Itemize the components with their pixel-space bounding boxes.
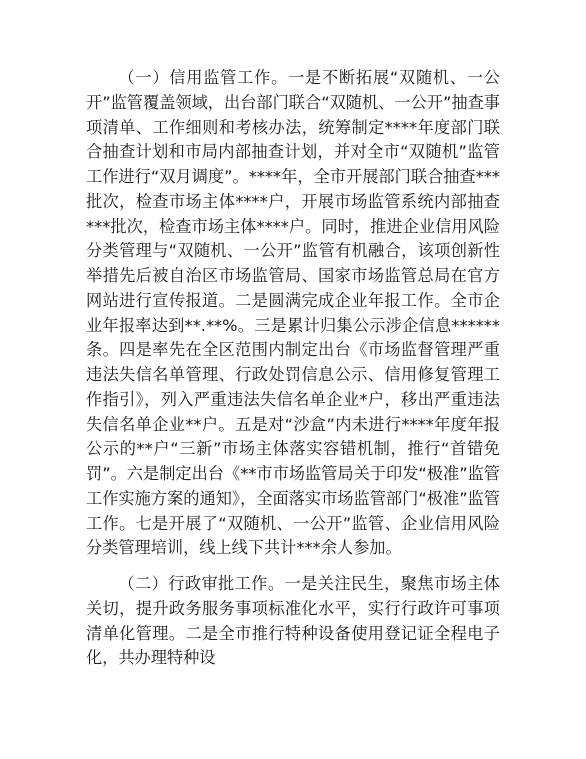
paragraph-administrative-approval: （二）行政审批工作。一是关注民生，聚焦市场主体关切，提升政务服务事项标准化水平，实行行政许可事项清单化管理。二是全市推行特种设备使用登记证全程电子化，共办理特种设 — [86, 574, 500, 668]
paragraph-credit-supervision: （一）信用监管工作。一是不断拓展“双随机、一公开”监管覆盖领域，出台部门联合“双随机、一公开”抽查事项清单、工作细则和考核办法，统筹制定****年度部门联合抽查计划和市局内部抽查计划，并对全市“双随机”监管工作进行“双月调度”。****年，全市开展部门联合抽查***批次，检查市场主体****户，开展市场监管系统内部抽查***批次，检查市场主体****户。同时，推进企业信用风险分类管理与“双随机、一公开”监管有机融合，该项创新性举措先后被自治区市场监管局、国家市场监管总局在官方网站进行宣传报道。二是圆满完成企业年报工作。全市企业年报率达到**.**%。三是累计归集公示涉企信息******条。四是率先在全区范围内制定出台《市场监督管理严重违法失信名单管理、行政处罚信息公示、信用修复管理工作指引》，列入严重违法失信名单企业*户，移出严重违法失信名单企业**户。五是对“沙盒”内未进行****年度年报公示的**户“三新”市场主体落实容错机制，推行“首错免罚”。六是制定出台《**市市场监管局关于印发“极准”监管工作实施方案的通知》，全面落实市场监管部门“极准”监管工作。七是开展了“双随机、一公开”监管、企业信用风险分类管理培训，线上线下共计***余人参加。 — [86, 68, 500, 558]
document-body — [86, 66, 500, 671]
